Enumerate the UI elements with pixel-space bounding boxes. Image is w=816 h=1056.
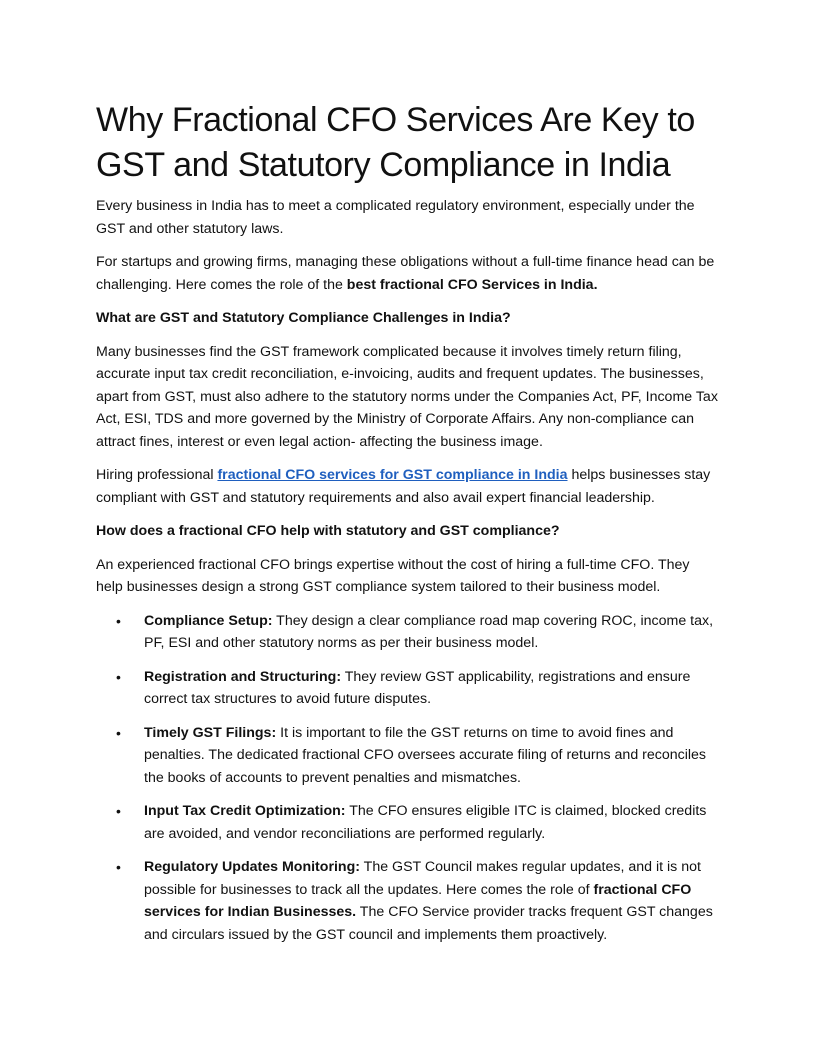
list-item-label: Regulatory Updates Monitoring: xyxy=(144,859,360,875)
bullet-icon: • xyxy=(116,803,121,819)
benefits-list xyxy=(96,610,720,947)
bullet-icon: • xyxy=(116,668,121,685)
bullet-icon: • xyxy=(116,612,121,629)
list-item-label: Timely GST Filings: xyxy=(144,724,277,741)
document-page xyxy=(96,98,720,957)
experienced-cfo-paragraph: An experienced fractional CFO brings expertise without the cost of hiring a full-time CFO. They help businesses design a strong GST compliance system tailored to their business model. xyxy=(96,556,690,595)
list-item-bold-phrase: fractional CFO services for Indian Businesses. xyxy=(144,881,692,920)
list-item xyxy=(96,610,720,655)
list-item-text-continued: The CFO Service provider tracks frequent GST changes and circulars issued by the GST council and implements them proactively. xyxy=(144,904,713,943)
list-item-label: Compliance Setup: xyxy=(144,612,273,629)
startups-paragraph xyxy=(96,251,720,296)
section-heading-how: How does a fractional CFO help with statutory and GST compliance? xyxy=(96,523,560,539)
list-item xyxy=(96,856,720,946)
gst-compliance-link[interactable]: fractional CFO services for GST compliance in India xyxy=(217,467,568,483)
list-item-text: They design a clear compliance road map covering ROC, income tax, PF, ESI and other statutory norms as per their business model. xyxy=(144,612,714,651)
startups-paragraph-text: For startups and growing firms, managing these obligations without a full-time finance head can be challenging. Here comes the role of the xyxy=(96,254,715,293)
list-item-text: The GST Council makes regular updates, and it is not possible for businesses to track all the updates. Here comes the role of xyxy=(144,859,701,898)
section-heading-challenges: What are GST and Statutory Compliance Challenges in India? xyxy=(96,310,511,326)
list-item-text: They review GST applicability, registrations and ensure correct tax structures to avoid future disputes. xyxy=(144,668,691,707)
bullet-icon: • xyxy=(116,724,121,741)
startups-paragraph-bold: best fractional CFO Services in India. xyxy=(346,276,598,293)
list-item-text: The CFO ensures eligible ITC is claimed, blocked credits are avoided, and vendor reconciliations are performed regularly. xyxy=(144,803,707,842)
hiring-paragraph-before: Hiring professional xyxy=(96,467,218,483)
hiring-paragraph xyxy=(96,464,720,509)
list-item xyxy=(96,722,720,790)
intro-paragraph: Every business in India has to meet a complicated regulatory environment, especially under the GST and other statutory laws. xyxy=(96,198,695,237)
hiring-paragraph-after: helps businesses stay compliant with GST and statutory requirements and also avail expert financial leadership. xyxy=(96,467,711,506)
page-title: Why Fractional CFO Services Are Key to GST and Statutory Compliance in India xyxy=(96,101,695,184)
list-item xyxy=(96,800,720,845)
list-item-text: It is important to file the GST returns on time to avoid fines and penalties. The dedicated fractional CFO oversees accurate filing of returns and reconciles the books of accounts to prevent penalties and mismatches. xyxy=(144,724,707,786)
list-item-label: Input Tax Credit Optimization: xyxy=(144,803,346,819)
challenges-paragraph: Many businesses find the GST framework complicated because it involves timely return filing, accurate input tax credit reconciliation, e-invoicing, audits and frequent updates. The businesses, apart from GST, must also adhere to the statutory norms under the Companies Act, PF, Income Tax Act, ESI, TDS and more governed by the Ministry of Corporate Affairs. Any non-compliance can attract fines, interest or even legal action- affecting the business image. xyxy=(96,343,718,450)
bullet-icon: • xyxy=(116,859,121,875)
list-item-label: Registration and Structuring: xyxy=(144,668,342,685)
list-item xyxy=(96,666,720,711)
